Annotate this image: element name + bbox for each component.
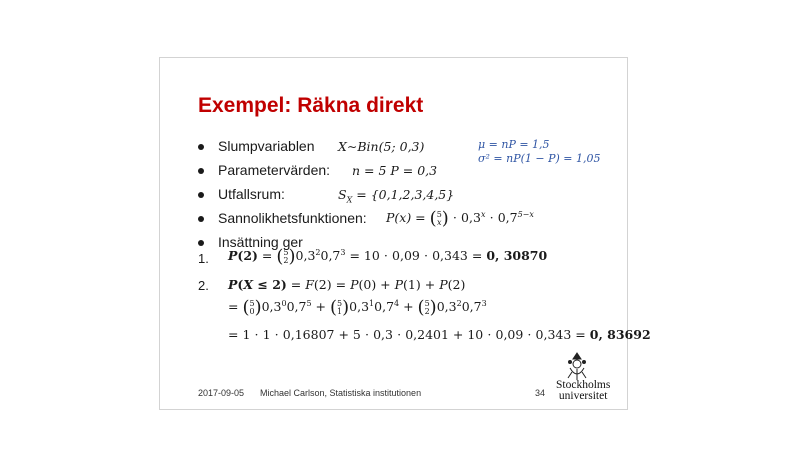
footer-author: Michael Carlson, Statistiska institutionen — [260, 388, 422, 398]
pmf-exp1: x — [480, 209, 486, 219]
result-2: 0, 83692 — [589, 327, 651, 342]
pmf-factor2: ⋅ 0,7 — [489, 210, 518, 225]
bullet-dot-icon — [198, 144, 204, 150]
bullet-math: $S_X = \{0,1,2,3,4,5\}$ — [338, 187, 455, 205]
computation-line: = 1 ⋅ 1 ⋅ 0,16807 + 5 ⋅ 0,3 ⋅ 0,2401 + 10 ⋅ 0,09 ⋅ 0,343 = — [228, 327, 586, 342]
binomial-coefficient: (5 0) — [242, 297, 262, 318]
bullet-label: Slumpvariablen — [218, 138, 315, 154]
equation-2-expansion: = (5 $0)0,3^00,7^5 + (5$ $1)0,3^10,7^4 + (5$ $2)0,3^20,7^3$ — [228, 297, 487, 318]
mean-note: μ = nP = 1,5 — [478, 138, 550, 151]
university-logo-text — [556, 380, 610, 402]
footer-date: 2017-09-05 — [198, 388, 245, 398]
bullet-label: Utfallsrum: — [218, 186, 285, 202]
bullet-label: Parametervärden: — [218, 162, 331, 178]
equation-2: P(X ≤ 2) = F(2) = P(0) + P(1) + P(2) — [228, 277, 466, 292]
binomial-coefficient: (5 1) — [330, 297, 350, 318]
pmf-exp2: 5−x — [517, 209, 534, 219]
item-number: 1. — [198, 251, 209, 266]
equation-1: P(2) = (5 $2)0,3^20,7^3 = 10 \cdot 0,09 \cdot 0,343 = 0$, 30870 — [228, 246, 548, 267]
slide — [159, 57, 651, 410]
binomial-coefficient: (5 x) — [429, 208, 449, 229]
variance-note: σ² = nP(1 − P) = 1,05 — [478, 152, 601, 165]
bullet-dot-icon — [198, 168, 204, 174]
bullet-dot-icon — [198, 192, 204, 198]
side-notes — [478, 138, 601, 166]
bullet-label: Insättning ger — [218, 234, 303, 250]
bullet-math: n = 5 P = 0,3 — [352, 163, 438, 178]
pmf-factor1: ⋅ 0,3 — [452, 210, 481, 225]
binomial-coefficient: (5 2) — [276, 246, 296, 267]
bullet-label: Sannolikhetsfunktionen: — [218, 210, 367, 226]
pmf-prefix: P(x) = — [386, 210, 426, 225]
bullet-math: X∼Bin(5; 0,3) — [338, 139, 425, 154]
equation-2-result — [228, 327, 651, 342]
binomial-coefficient: (5 2) — [417, 297, 437, 318]
result-1: 0, 30870 — [486, 248, 548, 263]
sample-space: = {0,1,2,3,4,5} — [356, 187, 455, 202]
page-number: 34 — [535, 388, 546, 398]
logo-line2: universitet — [558, 390, 608, 402]
bullet-dot-icon — [198, 216, 204, 222]
item-number: 2. — [198, 278, 209, 293]
logo-line1: Stockholms — [556, 379, 611, 391]
bullet-dot-icon — [198, 240, 204, 246]
pmf-formula — [386, 208, 534, 229]
slide-title: Exempel: Räkna direkt — [198, 94, 424, 117]
